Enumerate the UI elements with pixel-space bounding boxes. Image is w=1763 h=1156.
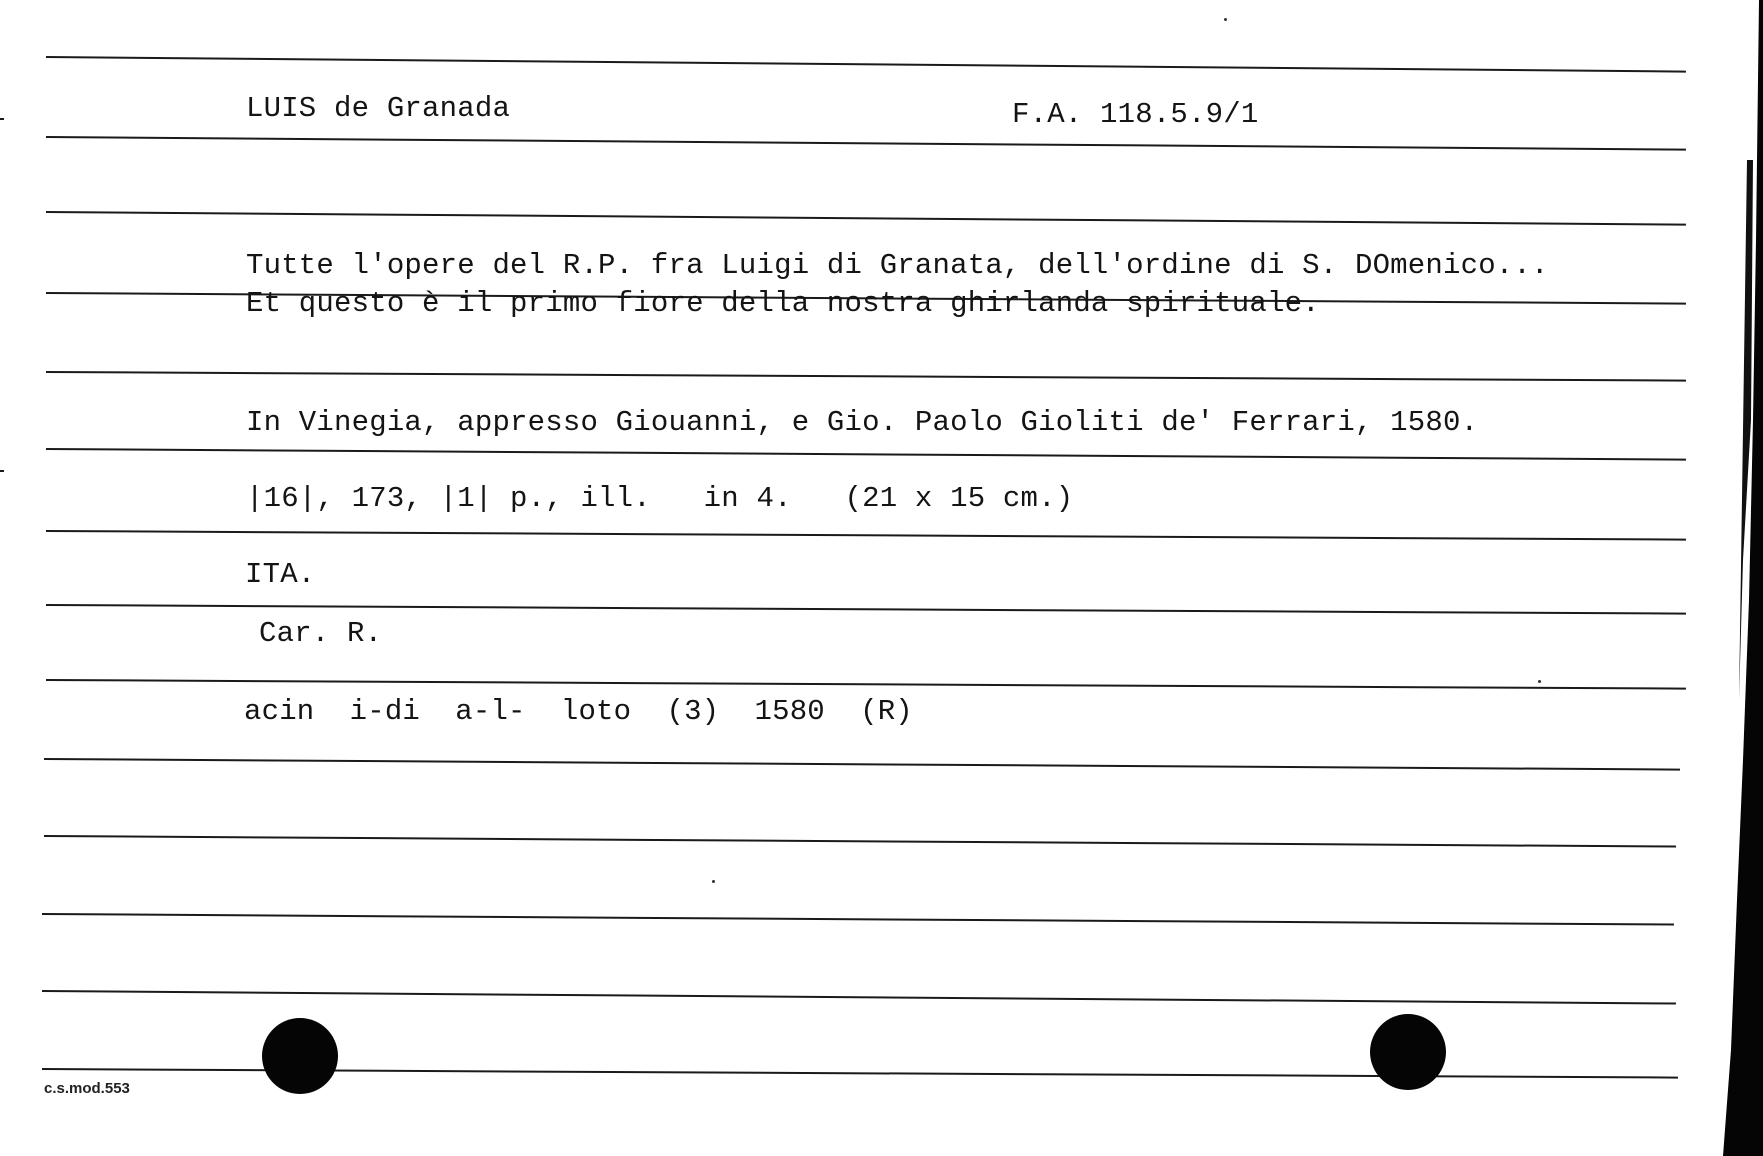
ruled-line <box>46 448 1686 461</box>
form-code: c.s.mod.553 <box>44 1080 130 1097</box>
punch-hole-right <box>1370 1014 1446 1090</box>
ruled-line <box>42 990 1676 1005</box>
scan-edge-shadow <box>1723 0 1763 1156</box>
ruled-line <box>46 56 1686 73</box>
language-code: ITA. <box>245 558 316 591</box>
ruled-line <box>42 913 1674 926</box>
ruled-line <box>46 211 1686 226</box>
ruled-line <box>46 679 1686 690</box>
punch-hole-left <box>262 1018 338 1094</box>
ruled-line <box>46 604 1686 615</box>
edge-mark <box>0 118 4 120</box>
ruled-line <box>44 835 1676 848</box>
title-line-1: Tutte l'opere del R.P. fra Luigi di Granata, dell'ordine di S. DOmenico... <box>246 249 1549 282</box>
imprint: In Vinegia, appresso Giouanni, e Gio. Paolo Gioliti de' Ferrari, 1580. <box>246 406 1479 439</box>
title-line-2: Et questo è il primo fiore della nostra ghirlanda spirituale. <box>246 287 1320 320</box>
speck <box>1538 680 1541 683</box>
ruled-line <box>46 136 1686 151</box>
ruled-line <box>44 758 1680 771</box>
shelfmark: F.A. 118.5.9/1 <box>1012 98 1259 131</box>
collation: |16|, 173, |1| p., ill. in 4. (21 x 15 cm.) <box>246 482 1074 515</box>
fingerprint: acin i-di a-l- loto (3) 1580 (R) <box>244 695 913 728</box>
ruled-line <box>46 371 1686 382</box>
speck <box>712 880 715 883</box>
edge-mark <box>0 470 4 472</box>
speck <box>1224 18 1227 21</box>
note: Car. R. <box>259 617 383 650</box>
author-heading: LUIS de Granada <box>246 92 511 125</box>
ruled-line <box>46 530 1686 541</box>
